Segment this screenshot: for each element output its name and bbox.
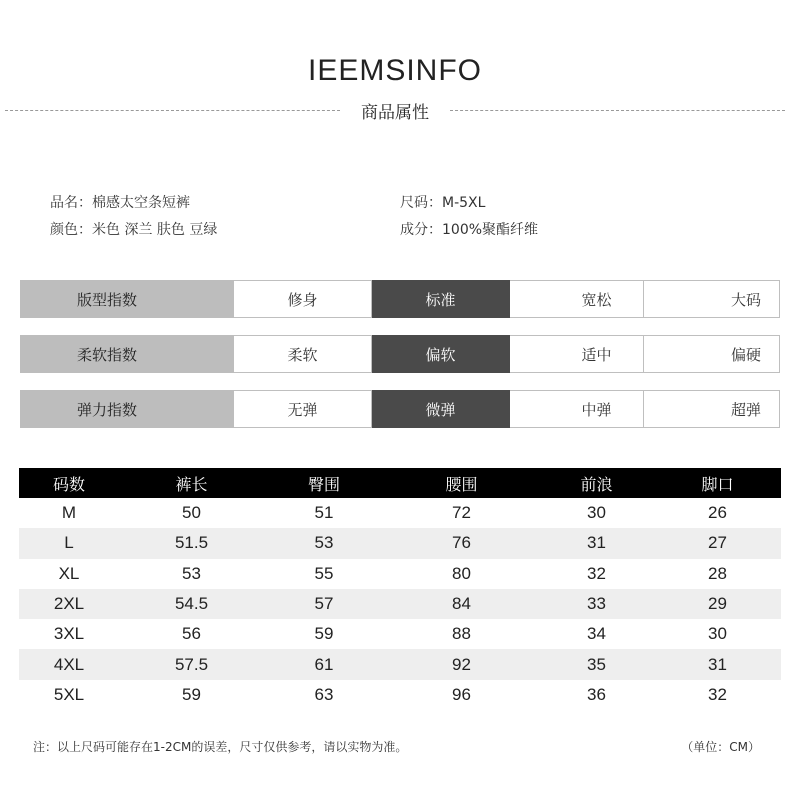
cell-leg-opening: 26 [708, 503, 727, 523]
elasticity-index-row [20, 390, 780, 428]
brand-title: IEEMSINFO [307, 54, 482, 87]
cell-leg-opening: 27 [654, 528, 781, 558]
cell-rise: 35 [539, 649, 654, 679]
softness-index-row [20, 335, 780, 373]
index-option: 修身 [234, 280, 372, 318]
table-row [19, 589, 781, 619]
cell-leg-opening: 29 [654, 589, 781, 619]
cell-waist: 72 [452, 503, 471, 523]
table-row [19, 528, 781, 558]
table-header-row [19, 468, 781, 498]
fit-index-row [20, 280, 780, 318]
cell-size: M [61, 503, 77, 523]
cell-size: 2XL [19, 589, 119, 619]
table-row [19, 559, 781, 589]
index-label: 弹力指数 [20, 390, 234, 428]
index-option-selected: 偏软 [372, 335, 510, 373]
cell-length: 53 [182, 563, 201, 583]
index-label: 柔软指数 [20, 335, 234, 373]
attr-material: 成分：100%聚酯纤维 [400, 222, 539, 238]
header-rise: 前浪 [539, 468, 654, 498]
size-chart-table [19, 468, 781, 710]
index-option: 柔软 [234, 335, 372, 373]
cell-leg-opening: 30 [708, 624, 727, 644]
index-option: 无弹 [234, 390, 372, 428]
divider-right [450, 110, 785, 111]
cell-length: 57.5 [119, 649, 264, 679]
header-size: 码数 [19, 468, 119, 498]
header-hip: 臀围 [264, 468, 384, 498]
section-title: 商品属性 [361, 103, 429, 123]
index-option: 宽松 [510, 280, 644, 318]
cell-rise: 36 [587, 684, 606, 704]
cell-hip: 59 [314, 624, 334, 644]
cell-size: 5XL [53, 684, 85, 704]
index-option: 超弹 [644, 390, 780, 428]
cell-hip: 61 [264, 649, 384, 679]
cell-hip: 63 [314, 684, 334, 704]
index-label: 版型指数 [20, 280, 234, 318]
cell-rise: 33 [539, 589, 654, 619]
index-option: 偏硬 [644, 335, 780, 373]
cell-waist: 84 [384, 589, 539, 619]
index-option-selected: 微弹 [372, 390, 510, 428]
cell-waist: 88 [452, 624, 471, 644]
cell-size: 4XL [19, 649, 119, 679]
index-option: 大码 [644, 280, 780, 318]
cell-waist: 92 [384, 649, 539, 679]
cell-rise: 32 [587, 563, 606, 583]
attr-color: 颜色：米色 深兰 肤色 豆绿 [50, 222, 218, 238]
cell-leg-opening: 28 [708, 563, 727, 583]
cell-length: 50 [182, 503, 201, 523]
cell-rise: 30 [587, 503, 606, 523]
header-length: 裤长 [119, 468, 264, 498]
cell-leg-opening: 32 [708, 684, 727, 704]
cell-leg-opening: 31 [654, 649, 781, 679]
table-row [19, 680, 781, 710]
cell-size: XL [58, 563, 80, 583]
cell-size: L [19, 528, 119, 558]
table-row [19, 649, 781, 679]
cell-rise: 31 [539, 528, 654, 558]
header-waist: 腰围 [384, 468, 539, 498]
cell-length: 59 [182, 684, 201, 704]
cell-hip: 57 [264, 589, 384, 619]
cell-rise: 34 [587, 624, 606, 644]
cell-hip: 53 [264, 528, 384, 558]
cell-length: 56 [182, 624, 201, 644]
cell-waist: 80 [452, 563, 471, 583]
attr-product-name: 品名：棉感太空条短裤 [50, 195, 190, 211]
header-leg-opening: 脚口 [654, 468, 781, 498]
cell-waist: 96 [452, 684, 471, 704]
attr-size-range: 尺码：M-5XL [400, 195, 486, 211]
measurement-note: 注：以上尺码可能存在1-2CM的误差，尺寸仅供参考，请以实物为准。 [33, 740, 408, 754]
cell-waist: 76 [384, 528, 539, 558]
index-option: 中弹 [510, 390, 644, 428]
divider-left [5, 110, 340, 111]
index-option: 适中 [510, 335, 644, 373]
unit-label: （单位：CM） [681, 740, 760, 754]
cell-hip: 51 [314, 503, 334, 523]
cell-length: 51.5 [119, 528, 264, 558]
table-row [19, 619, 781, 649]
cell-size: 3XL [53, 624, 85, 644]
cell-hip: 55 [314, 563, 334, 583]
index-option-selected: 标准 [372, 280, 510, 318]
cell-length: 54.5 [119, 589, 264, 619]
table-row [19, 498, 781, 528]
